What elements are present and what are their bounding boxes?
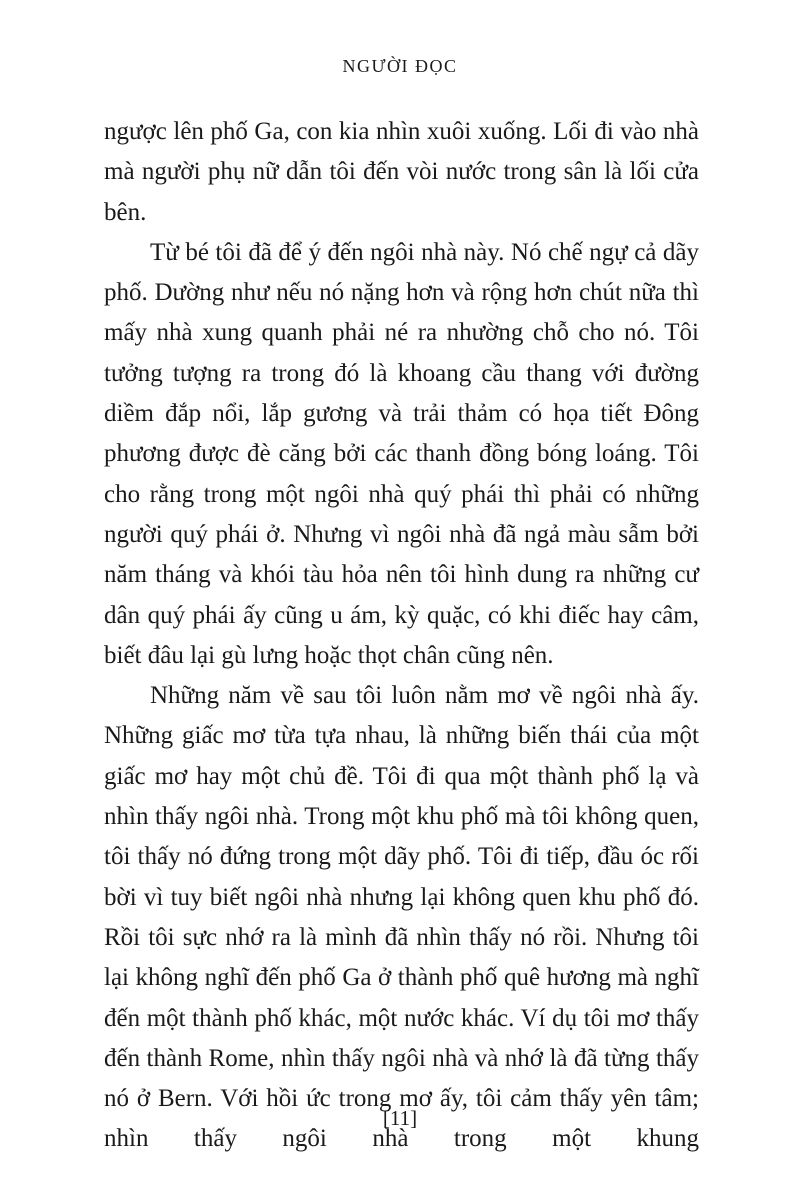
body-text bbox=[104, 112, 699, 1160]
paragraph-continuation: ngược lên phố Ga, con kia nhìn xuôi xuống. Lối đi vào nhà mà người phụ nữ dẫn tôi đến vòi nước trong sân là lối cửa bên. bbox=[104, 118, 699, 226]
page-number: [11] bbox=[382, 1106, 418, 1130]
paragraph-house-description: Từ bé tôi đã để ý đến ngôi nhà này. Nó chế ngự cả dãy phố. Dường như nếu nó nặng hơn và rộng hơn chút nữa thì mấy nhà xung quanh phải né ra nhường chỗ cho nó. Tôi tưởng tượng ra trong đó là khoang cầu thang với đường diềm đắp nổi, lắp gương và trải thảm có họa tiết Đông phương được đè căng bởi các thanh đồng bóng loáng. Tôi cho rằng trong một ngôi nhà quý phái thì phải có những người quý phái ở. Nhưng vì ngôi nhà đã ngả màu sẫm bởi năm tháng và khói tàu hỏa nên tôi hình dung ra những cư dân quý phái ấy cũng u ám, kỳ quặc, có khi điếc hay câm, biết đâu lại gù lưng hoặc thọt chân cũng nên. bbox=[104, 238, 699, 669]
running-title: NGƯỜI ĐỌC bbox=[342, 56, 458, 76]
paragraph-dreams: Những năm về sau tôi luôn nằm mơ về ngôi nhà ấy. Những giấc mơ từa tựa nhau, là những biến thái của một giấc mơ hay một chủ đề. Tôi đi qua một thành phố lạ và nhìn thấy ngôi nhà. Trong một khu phố mà tôi không quen, tôi thấy nó đứng trong một dãy phố. Tôi đi tiếp, đầu óc rối bời vì tuy biết ngôi nhà nhưng lại không quen khu phố đó. Rồi tôi sực nhớ ra là mình đã nhìn thấy nó rồi. Nhưng tôi lại không nghĩ đến phố Ga ở thành phố quê hương mà nghĩ đến một thành phố khác, một nước khác. Ví dụ tôi mơ thấy đến thành Rome, nhìn thấy ngôi nhà và nhớ là đã từng thấy nó ở Bern. Với hồi ức trong mơ ấy, tôi cảm thấy yên tâm; nhìn thấy ngôi nhà trong một khung bbox=[104, 682, 699, 1153]
